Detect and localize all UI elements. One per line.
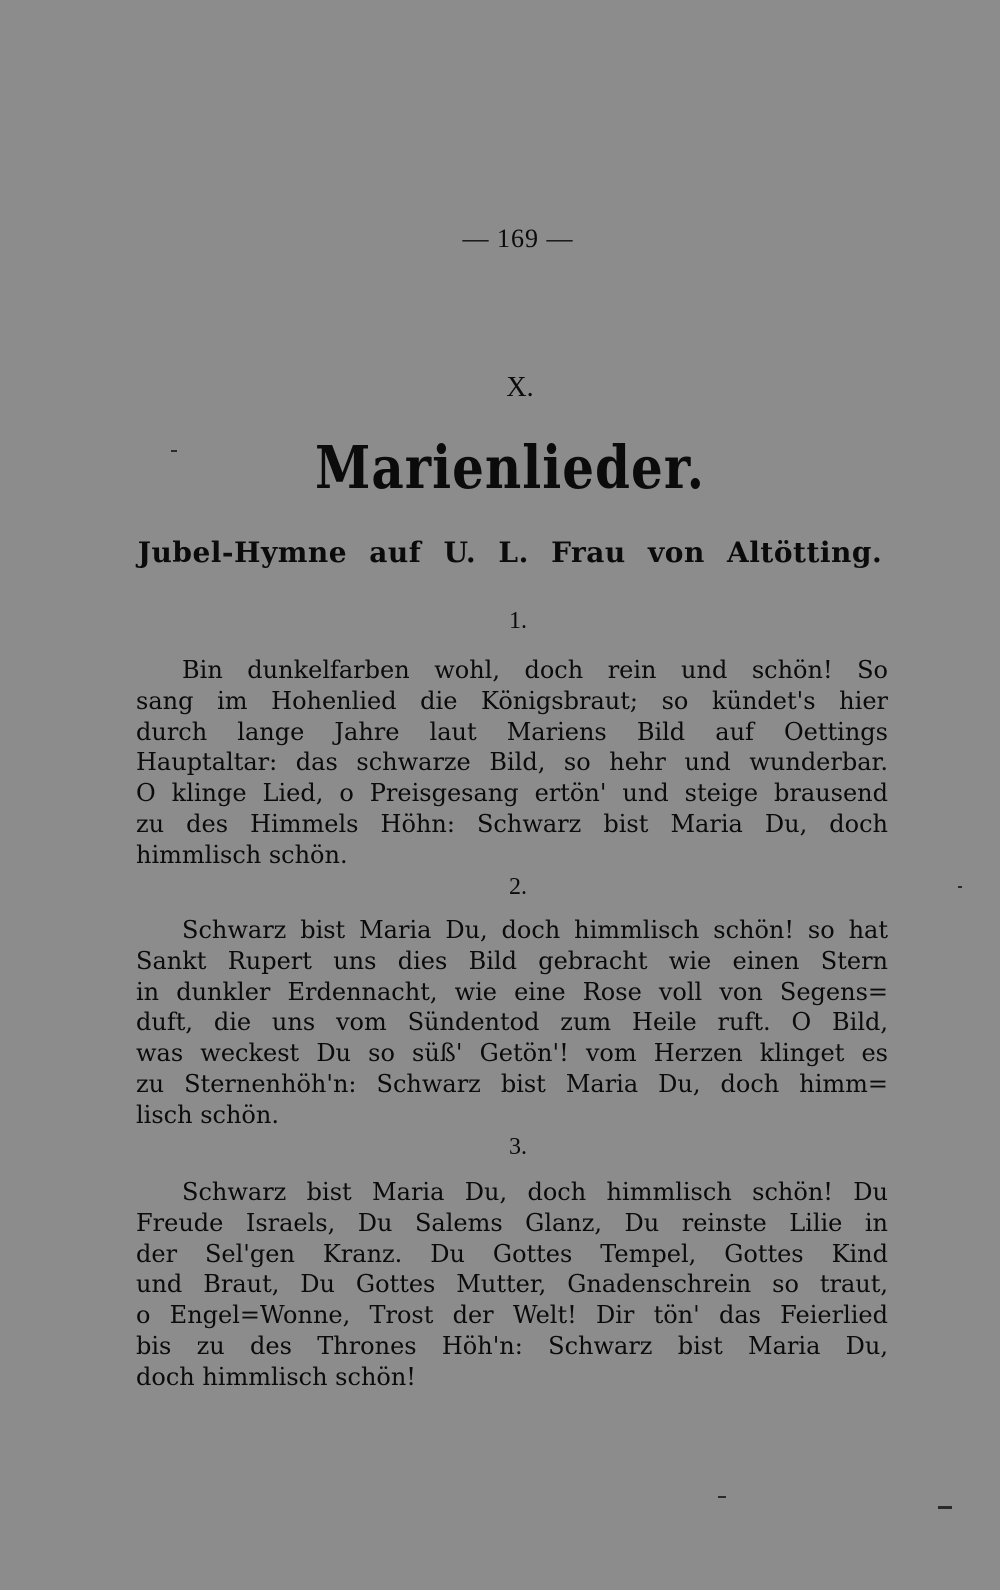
stanza-number: 1. <box>509 608 527 634</box>
scan-speck <box>718 1496 726 1498</box>
stanza-line: und Braut, Du Gottes Mutter, Gnadenschrein so traut, <box>136 1270 888 1299</box>
stanza-line: Schwarz bist Maria Du, doch himmlisch schön! Du <box>182 1178 888 1206</box>
stanza-line: lisch schön. <box>136 1100 279 1129</box>
stanza-line: o Engel=Wonne, Trost der Welt! Dir tön' das Feierlied <box>136 1301 888 1330</box>
stanza-line: was weckest Du so süß' Getön'! vom Herzen klinget es <box>136 1039 888 1068</box>
scan-speck <box>171 450 177 452</box>
scan-speck <box>958 886 962 888</box>
stanza-line: O klinge Lied, o Preisgesang ertön' und steige brausend <box>136 779 888 808</box>
page-number: — 169 — <box>462 224 574 253</box>
stanza-text <box>136 915 888 1131</box>
stanza-line: bis zu des Thrones Höh'n: Schwarz bist Maria Du, <box>136 1331 888 1360</box>
scan-speck <box>938 1506 952 1509</box>
stanza-line: doch himmlisch schön! <box>136 1362 416 1391</box>
stanza-number: 3. <box>509 1134 527 1160</box>
stanza-line: in dunkler Erdennacht, wie eine Rose voll von Segens= <box>136 977 888 1006</box>
stanza-line: zu Sternenhöh'n: Schwarz bist Maria Du, doch himm= <box>136 1069 888 1098</box>
stanza-line: durch lange Jahre laut Mariens Bild auf Oettings <box>136 717 888 746</box>
stanza-number: 2. <box>509 874 527 900</box>
stanza-line: Hauptaltar: das schwarze Bild, so hehr und wunderbar. <box>136 748 888 777</box>
poem-title: Jubel-Hymne auf U. L. Frau von Altötting. <box>137 536 883 569</box>
stanza-text <box>136 655 888 871</box>
stanza-line: Schwarz bist Maria Du, doch himmlisch schön! so hat <box>182 916 888 944</box>
stanza-line: himmlisch schön. <box>136 840 348 869</box>
stanza-text <box>136 1177 888 1393</box>
stanza-line: Freude Israels, Du Salems Glanz, Du reinste Lilie in <box>136 1208 888 1237</box>
chapter-title: Marienlieder. <box>315 432 705 503</box>
stanza-line: Sankt Rupert uns dies Bild gebracht wie einen Stern <box>136 946 888 975</box>
chapter-number: X. <box>506 372 534 403</box>
stanza-line: sang im Hohenlied die Königsbraut; so kündet's hier <box>136 686 888 715</box>
stanza-line: duft, die uns vom Sündentod zum Heile ruft. O Bild, <box>136 1008 888 1037</box>
stanza-line: der Sel'gen Kranz. Du Gottes Tempel, Gottes Kind <box>136 1239 888 1268</box>
stanza-line: Bin dunkelfarben wohl, doch rein und schön! So <box>182 656 888 684</box>
stanza-line: zu des Himmels Höhn: Schwarz bist Maria Du, doch <box>136 809 888 838</box>
